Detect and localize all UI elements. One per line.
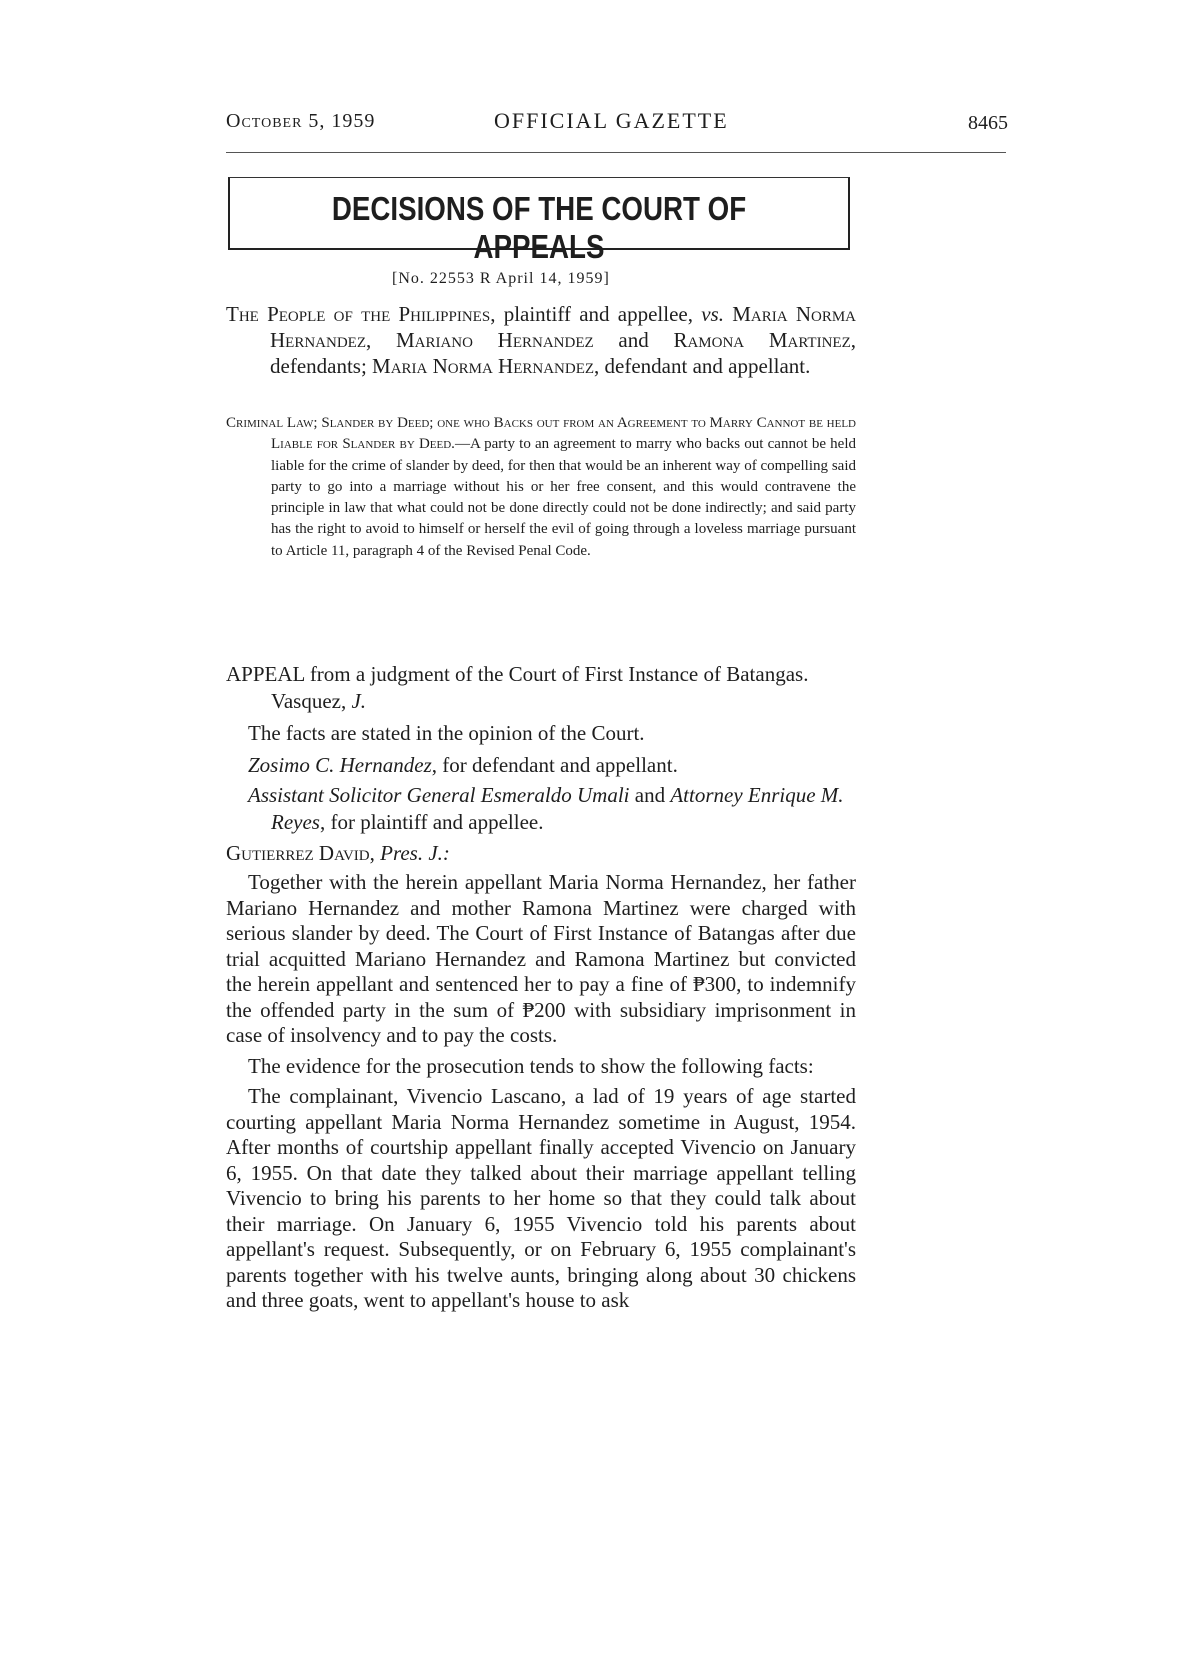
syllabus [226, 413, 856, 562]
ponente-title: Pres. J.: [380, 841, 450, 865]
syllabus-text: —A party to an agreement to marry who backs out cannot be held liable for the crime of slander by deed, for then that would be an inherent way of compelling said party to go into a marriage without his or her free consent, and this would contravene the principle in law that what could not be done directly could not be done indirectly; and said party has the right to avoid to himself or herself the evil of going through a loveless marriage pursuant to Article 11, paragraph 4 of the Revised Penal Code. [271, 436, 857, 559]
opinion-paragraph: Together with the herein appellant Maria Norma Hernandez, her father Mariano Hernandez and mother Ramona Martinez were charged with serious slander by deed. The Court of First Instance of Batangas after due trial acquitted Mariano Hernandez and Ramona Martinez but convicted the herein appellant and sentenced her to pay a fine of ₱300, to indemnify the offended party in the sum of ₱200 with subsidiary imprisonment in case of insolvency and to pay the costs. [226, 870, 856, 1047]
facts-stated: The facts are stated in the opinion of the Court. [248, 721, 645, 745]
running-header-date: October 5, 1959 [226, 110, 376, 132]
party-text: , plaintiff and appellee, [490, 302, 702, 326]
page-number: 8465 [968, 112, 1008, 134]
party-text: and [593, 328, 674, 352]
syllabus-heading: Criminal Law; Slander by Deed; one who Backs out from an Agreement to Marry Cannot be held Liable for Slander by Deed. [226, 415, 856, 453]
case-number: [No. 22553 R April 14, 1959] [392, 270, 610, 287]
versus: vs. [701, 302, 724, 326]
appeal-text: APPEAL from a judgment of the Court of First Instance of Batangas. Vasquez, [226, 662, 809, 713]
counsel-and: and [629, 783, 671, 807]
opinion-body [226, 870, 856, 1319]
party-defendant: Ramona Martinez [673, 328, 851, 352]
counsel-defendant [226, 752, 878, 779]
header-rule [226, 152, 1006, 153]
party-plaintiff: The People of the Philippines [226, 302, 491, 326]
ponente: Gutierrez David, Pres. J.: [226, 841, 450, 865]
counsel-role: , for plaintiff and appellee. [319, 810, 544, 834]
counsel-role: , for defendant and appellant. [431, 753, 678, 777]
opinion-paragraph: The evidence for the prosecution tends to show the following facts: [248, 1053, 814, 1078]
ponente-name: Gutierrez David [226, 841, 370, 865]
section-title-box [228, 177, 850, 265]
section-title: DECISIONS OF THE COURT OF APPEALS [331, 190, 747, 265]
running-header-publication: OFFICIAL GAZETTE [494, 108, 729, 133]
counsel-plaintiff [226, 782, 856, 836]
counsel-name: Attorney Enrique M. Reyes [271, 783, 844, 834]
party-text: , defendants; [270, 328, 857, 378]
judge-abbreviation: J. [351, 689, 367, 713]
party-text: , defendant and appellant. [594, 354, 811, 378]
counsel-name: Zosimo C. Hernandez [248, 753, 432, 777]
party-appellant: Maria Norma Hernandez [372, 354, 595, 378]
party-defendants: Maria Norma Hernandez, Mariano Hernandez [270, 302, 856, 352]
opinion-paragraph: The complainant, Vivencio Lascano, a lad of 19 years of age started courting appellant Maria Norma Hernandez sometime in August, 1954. After months of courtship appellant finally accepted Vivencio on January 6, 1955. On that date they talked about their marriage appellant telling Vivencio to bring his parents to her home so that they could talk about their marriage. On January 6, 1955 Vivencio told his parents about appellant's request. Subsequently, or on February 6, 1955 complainant's parents together with his twelve aunts, bringing along about 30 chickens and three goats, went to appellant's house to ask [226, 1084, 856, 1312]
appeal-statement [226, 661, 856, 715]
counsel-name: Assistant Solicitor General Esmeraldo Umali [248, 783, 630, 807]
case-parties [226, 301, 856, 379]
